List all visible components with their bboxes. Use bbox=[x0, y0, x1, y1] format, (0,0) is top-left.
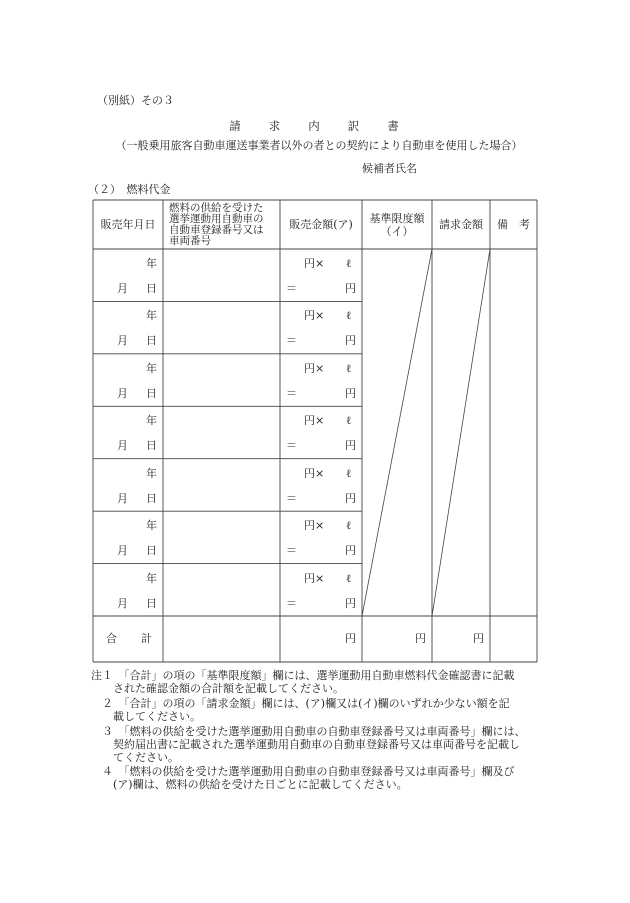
equals-label: ＝ bbox=[286, 544, 297, 558]
remarks-input[interactable] bbox=[491, 302, 536, 352]
remarks-input[interactable] bbox=[491, 407, 536, 457]
equals-label: ＝ bbox=[286, 386, 297, 400]
litre-label: ℓ bbox=[346, 519, 352, 533]
remarks-input[interactable] bbox=[491, 250, 536, 300]
sale-date-input[interactable] bbox=[94, 302, 162, 352]
equals-label: ＝ bbox=[286, 596, 297, 610]
vehicle-number-input[interactable] bbox=[164, 302, 279, 352]
sale-date-input[interactable] bbox=[94, 250, 162, 300]
unit-price-label: 円× bbox=[304, 257, 325, 270]
note-line: ３ 「燃料の供給を受けた選挙運動用自動車の自動車登録番号又は車両番号」欄には、 bbox=[91, 725, 526, 738]
note-line: ２ 「合計」の項の「請求金額」欄には、(ア)欄又は(イ)欄のいずれか少ない額を記 bbox=[91, 697, 510, 710]
litre-label: ℓ bbox=[346, 309, 352, 323]
year-label: 年 bbox=[146, 519, 157, 533]
equals-label: ＝ bbox=[286, 334, 297, 348]
header-line: 燃料の供給を受けた bbox=[169, 201, 264, 214]
sale-date-input[interactable] bbox=[94, 460, 162, 510]
year-label: 年 bbox=[146, 571, 157, 585]
yen-label: 円 bbox=[345, 491, 356, 505]
unit-price-label: 円× bbox=[304, 361, 325, 375]
litre-label: ℓ bbox=[346, 571, 352, 585]
vehicle-number-input[interactable] bbox=[164, 460, 279, 510]
month-label: 月 bbox=[117, 491, 128, 505]
equals-label: ＝ bbox=[286, 491, 297, 505]
title-char: 内 bbox=[308, 119, 322, 133]
note-line: 注１ 「合計」の項の「基準限度額」欄には、選挙運動用自動車燃料代金確認書に記載 bbox=[91, 669, 515, 682]
title-char: 書 bbox=[387, 119, 401, 133]
year-label: 年 bbox=[146, 466, 157, 480]
diagonal-strike bbox=[432, 249, 490, 616]
title-char: 求 bbox=[268, 119, 283, 133]
note-line: 契約届出書に記載された選挙運動用自動車の自動車登録番号又は車両番号を記載し bbox=[91, 738, 520, 751]
litre-label: ℓ bbox=[346, 466, 352, 480]
day-label: 日 bbox=[146, 544, 157, 558]
note-line: 載してください。 bbox=[91, 710, 201, 723]
unit-price-label: 円× bbox=[304, 309, 325, 323]
section-heading: （２） 燃料代金 bbox=[88, 183, 171, 196]
day-label: 日 bbox=[146, 334, 157, 348]
header-sales-amount: 販売金額(ア) bbox=[289, 218, 353, 231]
total-sales-yen: 円 bbox=[345, 632, 356, 645]
header-claim-amount: 請求金額 bbox=[439, 218, 483, 231]
note-line: (ア)欄は、燃料の供給を受けた日ごとに記載してください。 bbox=[91, 778, 408, 791]
year-label: 年 bbox=[146, 361, 157, 375]
total-claim-yen: 円 bbox=[473, 632, 484, 645]
yen-label: 円 bbox=[345, 439, 356, 453]
unit-price-label: 円× bbox=[304, 571, 325, 585]
day-label: 日 bbox=[146, 282, 157, 295]
yen-label: 円 bbox=[345, 334, 356, 348]
litre-label: ℓ bbox=[346, 414, 352, 428]
vehicle-number-input[interactable] bbox=[164, 407, 279, 457]
vehicle-number-input[interactable] bbox=[164, 565, 279, 615]
unit-price-label: 円× bbox=[304, 519, 325, 533]
sale-date-input[interactable] bbox=[94, 407, 162, 457]
vehicle-number-input[interactable] bbox=[164, 250, 279, 300]
note-line: てください。 bbox=[91, 751, 179, 764]
note-line: された確認金額の合計額を記載してください。 bbox=[91, 682, 344, 695]
month-label: 月 bbox=[117, 439, 128, 453]
header-line: 車両番号 bbox=[169, 234, 211, 247]
sale-date-input[interactable] bbox=[94, 355, 162, 405]
sale-date-input[interactable] bbox=[94, 512, 162, 562]
remarks-input[interactable] bbox=[491, 460, 536, 510]
day-label: 日 bbox=[146, 596, 157, 610]
total-label: 計 bbox=[141, 632, 152, 645]
header-line: 自動車登録番号又は bbox=[169, 223, 264, 236]
yen-label: 円 bbox=[345, 544, 356, 558]
month-label: 月 bbox=[117, 334, 128, 348]
equals-label: ＝ bbox=[286, 282, 297, 295]
appendix-label: （別紙）その３ bbox=[97, 94, 174, 107]
header-line: （イ） bbox=[380, 224, 414, 238]
yen-label: 円 bbox=[345, 386, 356, 400]
candidate-name-label: 候補者氏名 bbox=[362, 162, 417, 175]
year-label: 年 bbox=[146, 309, 157, 323]
remarks-input[interactable] bbox=[491, 355, 536, 405]
remarks-input[interactable] bbox=[491, 565, 536, 615]
total-limit-yen: 円 bbox=[415, 632, 426, 645]
litre-label: ℓ bbox=[346, 257, 352, 270]
unit-price-label: 円× bbox=[304, 414, 325, 428]
header-sale-date: 販売年月日 bbox=[100, 218, 156, 231]
yen-label: 円 bbox=[345, 596, 356, 610]
note-line: ４ 「燃料の供給を受けた選挙運動用自動車の自動車登録番号又は車両番号」欄及び bbox=[91, 765, 515, 778]
total-label: 合 bbox=[106, 632, 117, 645]
remarks-input[interactable] bbox=[491, 512, 536, 562]
header-limit-amount bbox=[362, 200, 432, 249]
title-char: 訳 bbox=[347, 119, 362, 133]
unit-price-label: 円× bbox=[304, 466, 325, 480]
month-label: 月 bbox=[117, 596, 128, 610]
header-line: 選挙運動用自動車の bbox=[169, 212, 264, 225]
document-subtitle: （一般乗用旅客自動車運送事業者以外の者との契約により自動車を使用した場合） bbox=[115, 139, 523, 152]
diagonal-strike bbox=[362, 249, 432, 616]
vehicle-number-input[interactable] bbox=[164, 512, 279, 562]
day-label: 日 bbox=[146, 491, 157, 505]
year-label: 年 bbox=[146, 414, 157, 428]
litre-label: ℓ bbox=[346, 361, 352, 375]
header-remarks: 備 考 bbox=[497, 218, 530, 231]
title-char: 請 bbox=[229, 119, 243, 133]
day-label: 日 bbox=[146, 386, 157, 400]
month-label: 月 bbox=[117, 386, 128, 400]
vehicle-number-input[interactable] bbox=[164, 355, 279, 405]
month-label: 月 bbox=[117, 282, 128, 295]
header-line: 基準限度額 bbox=[369, 211, 425, 225]
header-vehicle-number bbox=[163, 200, 280, 249]
sale-date-input[interactable] bbox=[94, 565, 162, 615]
year-label: 年 bbox=[146, 257, 157, 270]
yen-label: 円 bbox=[345, 282, 356, 295]
month-label: 月 bbox=[117, 544, 128, 558]
day-label: 日 bbox=[146, 439, 157, 453]
equals-label: ＝ bbox=[286, 439, 297, 453]
